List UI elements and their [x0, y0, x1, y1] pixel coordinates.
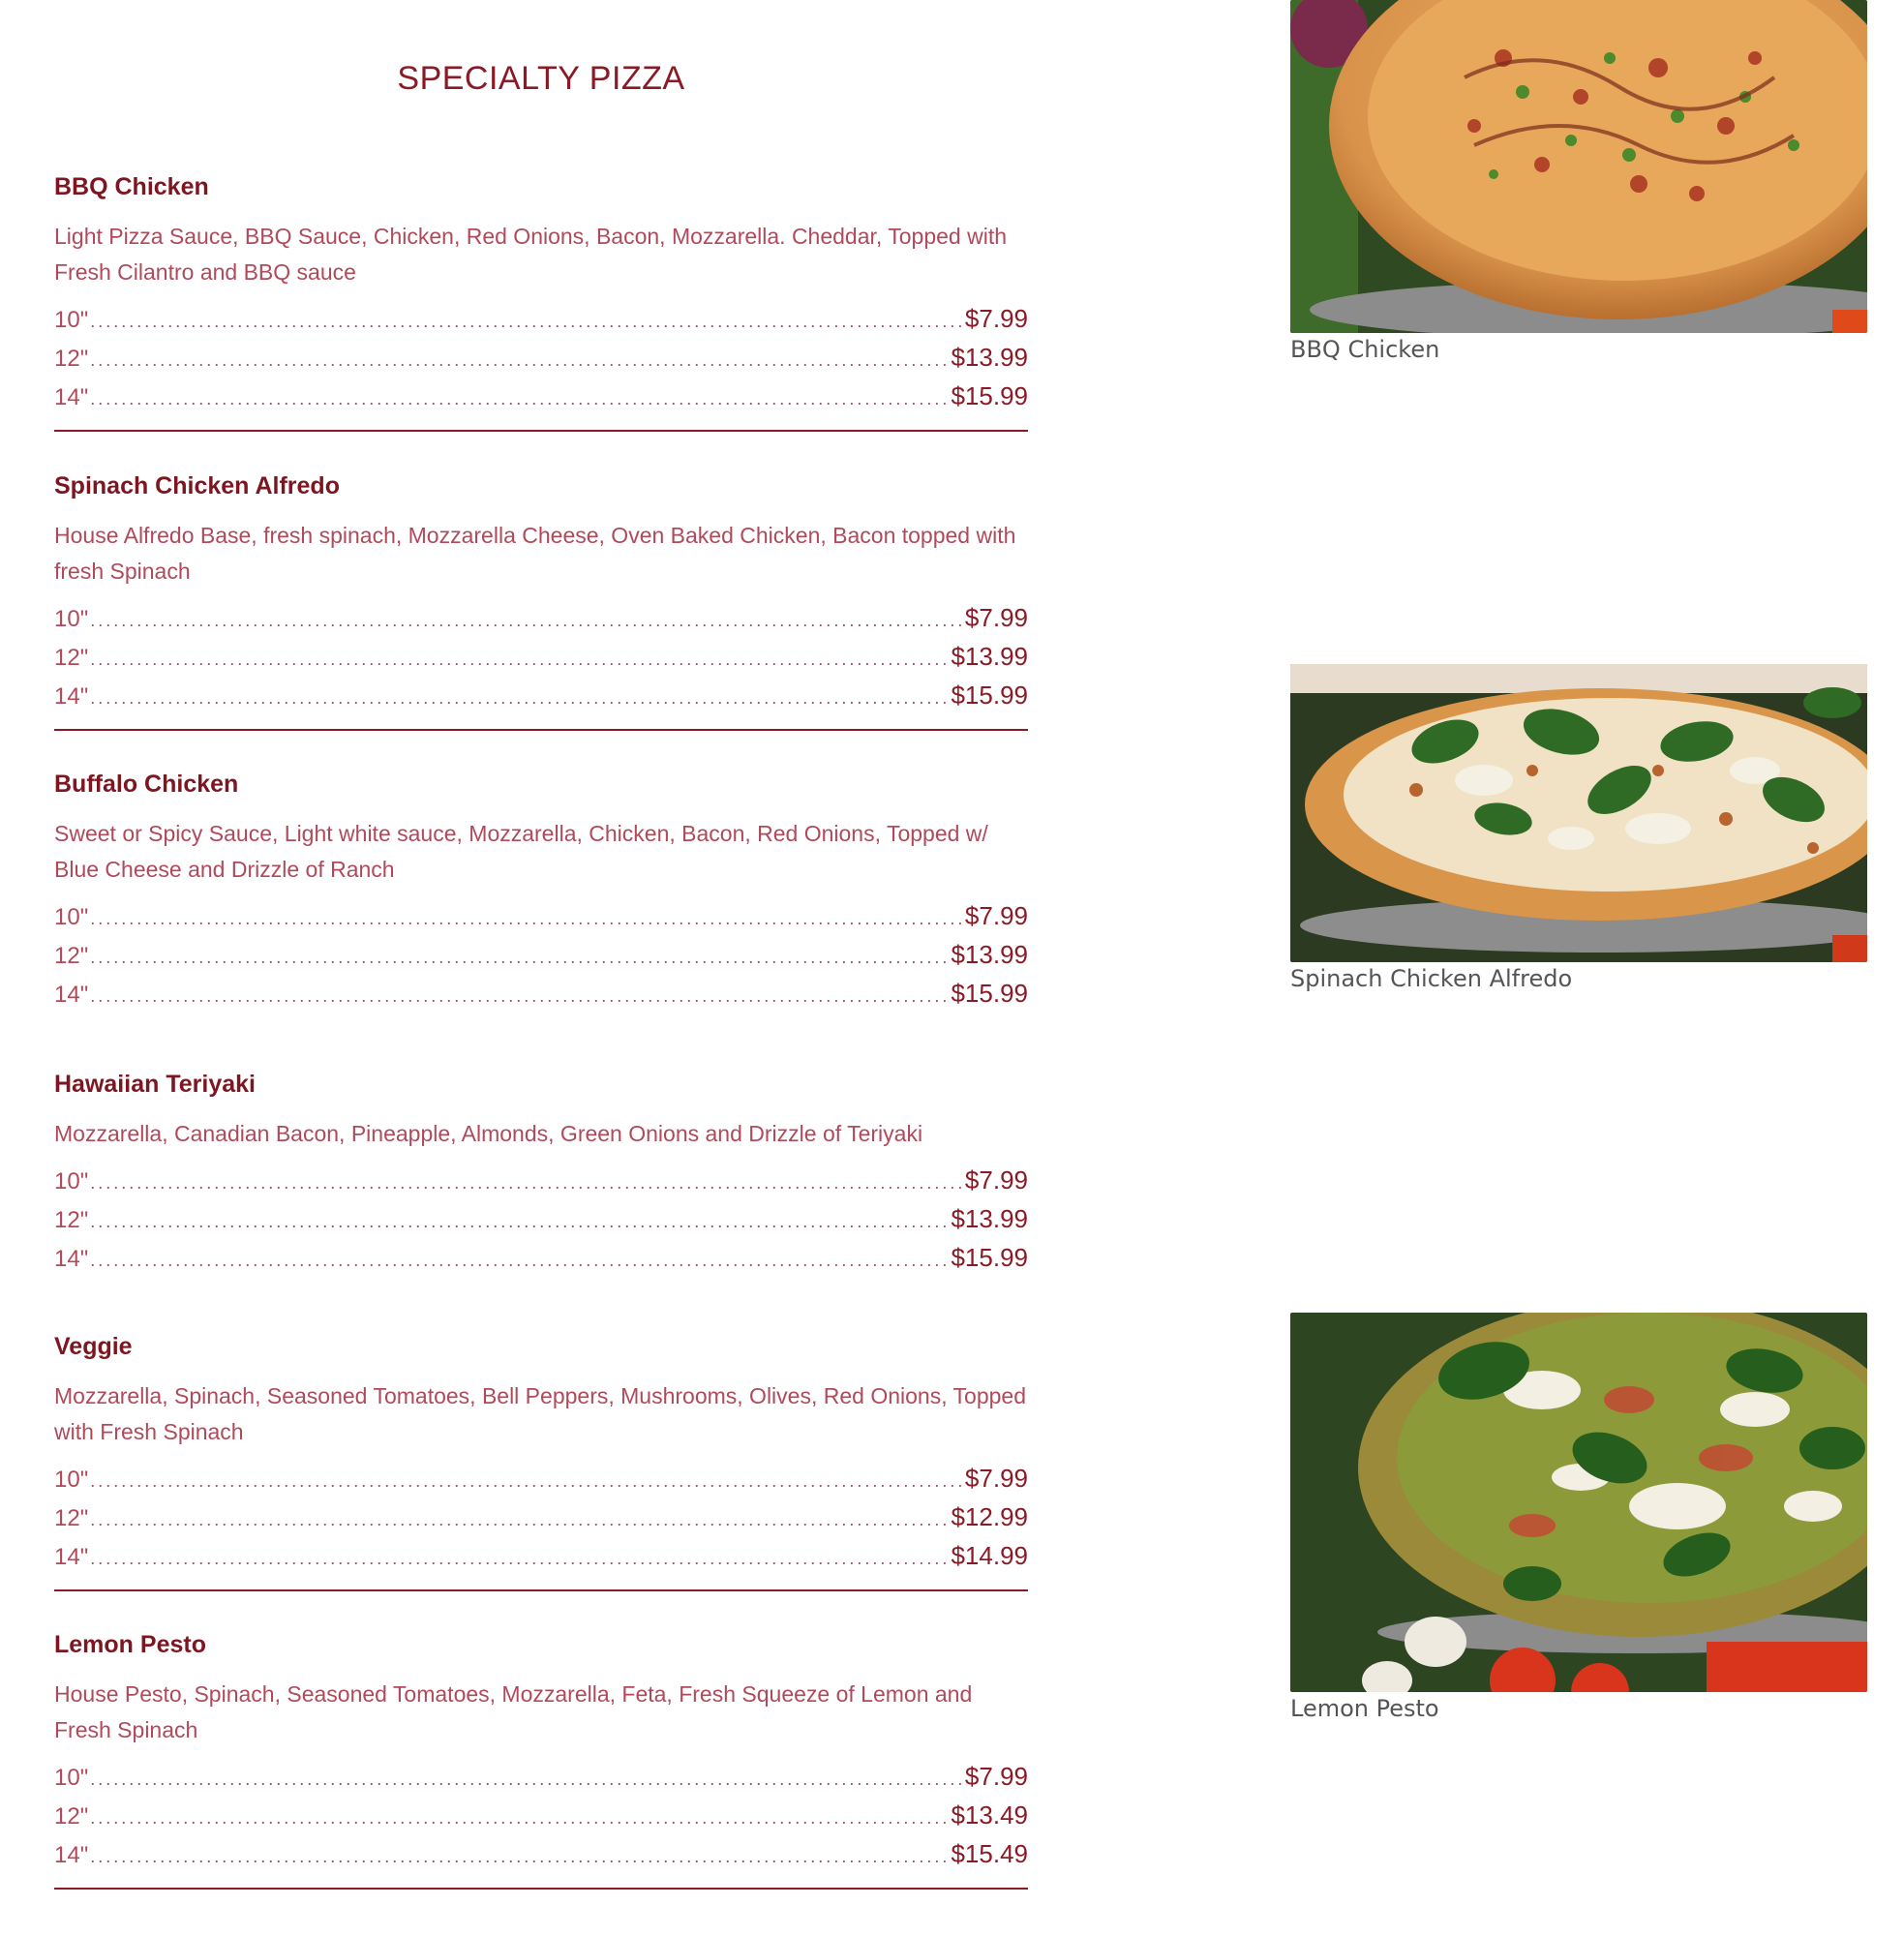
price-value: $7.99	[964, 1762, 1028, 1791]
item-description: Sweet or Spicy Sauce, Light white sauce, Mozzarella, Chicken, Bacon, Red Onions, Topped w/ Blue Cheese and Drizzle of Ranch	[54, 821, 988, 882]
spinach-alfredo-pizza-photo-icon	[1290, 664, 1867, 962]
dot-leader	[90, 909, 963, 929]
price-value: $13.99	[951, 1204, 1028, 1233]
section-title: SPECIALTY PIZZA	[397, 60, 685, 97]
photo-bbq-chicken	[1290, 0, 1867, 363]
size-label: 14"	[54, 1246, 89, 1272]
price-list	[54, 304, 1028, 420]
dot-leader	[90, 611, 963, 631]
item-divider	[54, 729, 1028, 731]
price-row	[54, 642, 1028, 681]
price-list	[54, 1464, 1028, 1580]
price-value: $13.99	[951, 343, 1028, 372]
size-label: 10"	[54, 307, 89, 333]
price-value: $15.99	[951, 681, 1028, 710]
size-label: 14"	[54, 384, 89, 410]
price-row	[54, 381, 1028, 420]
dot-leader	[90, 1471, 963, 1492]
price-value: $15.99	[951, 1243, 1028, 1272]
size-label: 10"	[54, 904, 89, 930]
item-description: Mozzarella, Canadian Bacon, Pineapple, Almonds, Green Onions and Drizzle of Teriyaki	[54, 1121, 923, 1146]
dot-leader	[90, 1808, 949, 1829]
price-value: $14.99	[951, 1541, 1028, 1570]
dot-leader	[90, 1549, 949, 1569]
lemon-pesto-pizza-photo-icon	[1290, 1313, 1867, 1692]
price-value: $15.99	[951, 381, 1028, 410]
dot-leader	[90, 688, 949, 709]
price-row	[54, 681, 1028, 719]
item-name: Spinach Chicken Alfredo	[54, 472, 340, 499]
size-label: 14"	[54, 1842, 89, 1868]
menu-item-lemon-pesto	[54, 1630, 1028, 1890]
item-description: Light Pizza Sauce, BBQ Sauce, Chicken, Red Onions, Bacon, Mozzarella. Cheddar, Topped with Fresh Cilantro and BBQ sauce	[54, 224, 1008, 285]
price-row	[54, 1502, 1028, 1541]
item-description: House Alfredo Base, fresh spinach, Mozzarella Cheese, Oven Baked Chicken, Bacon topped with fresh Spinach	[54, 523, 1016, 584]
size-label: 12"	[54, 645, 89, 671]
price-value: $12.99	[951, 1502, 1028, 1531]
size-label: 10"	[54, 1467, 89, 1493]
price-row	[54, 901, 1028, 940]
price-value: $13.49	[951, 1800, 1028, 1830]
photo-spinach-chicken-alfredo	[1290, 664, 1867, 992]
menu-item-spinach-chicken-alfredo	[54, 471, 1028, 731]
dot-leader	[90, 350, 949, 371]
bbq-chicken-pizza-photo-icon	[1290, 0, 1867, 333]
price-row	[54, 979, 1028, 1017]
dot-leader	[90, 948, 949, 968]
dot-leader	[90, 1173, 963, 1194]
price-value: $13.99	[951, 940, 1028, 969]
dot-leader	[90, 650, 949, 670]
menu-item-hawaiian-teriyaki	[54, 1070, 1028, 1282]
dot-leader	[90, 389, 949, 409]
price-value: $13.99	[951, 642, 1028, 671]
price-value: $7.99	[964, 901, 1028, 930]
price-row	[54, 1243, 1028, 1282]
price-row	[54, 304, 1028, 343]
price-row	[54, 1464, 1028, 1502]
size-label: 12"	[54, 1803, 89, 1830]
item-divider	[54, 1888, 1028, 1890]
item-name: Lemon Pesto	[54, 1631, 206, 1658]
menu-item-veggie	[54, 1332, 1028, 1591]
menu-item-bbq-chicken	[54, 172, 1028, 432]
price-row	[54, 1204, 1028, 1243]
size-label: 12"	[54, 1207, 89, 1233]
item-divider	[54, 1589, 1028, 1591]
price-row	[54, 343, 1028, 381]
item-name: Hawaiian Teriyaki	[54, 1071, 256, 1098]
photo-caption: BBQ Chicken	[1290, 336, 1440, 363]
price-value: $15.49	[951, 1839, 1028, 1868]
size-label: 10"	[54, 606, 89, 632]
size-label: 12"	[54, 943, 89, 969]
dot-leader	[90, 312, 963, 332]
price-row	[54, 603, 1028, 642]
price-row	[54, 1762, 1028, 1800]
price-value: $7.99	[964, 603, 1028, 632]
menu-item-buffalo-chicken	[54, 770, 1028, 1017]
photo-caption: Lemon Pesto	[1290, 1695, 1439, 1722]
size-label: 12"	[54, 346, 89, 372]
item-name: BBQ Chicken	[54, 173, 209, 200]
size-label: 14"	[54, 982, 89, 1008]
dot-leader	[90, 986, 949, 1007]
item-description: House Pesto, Spinach, Seasoned Tomatoes, Mozzarella, Feta, Fresh Squeeze of Lemon and Fresh Spinach	[54, 1681, 973, 1742]
price-row	[54, 940, 1028, 979]
item-name: Veggie	[54, 1333, 133, 1360]
size-label: 10"	[54, 1168, 89, 1195]
size-label: 10"	[54, 1765, 89, 1791]
price-row	[54, 1165, 1028, 1204]
dot-leader	[90, 1847, 949, 1867]
size-label: 12"	[54, 1505, 89, 1531]
dot-leader	[90, 1212, 949, 1232]
price-value: $7.99	[964, 1464, 1028, 1493]
price-list	[54, 901, 1028, 1017]
price-value: $15.99	[951, 979, 1028, 1008]
dot-leader	[90, 1770, 963, 1790]
price-value: $7.99	[964, 1165, 1028, 1195]
dot-leader	[90, 1510, 949, 1530]
dot-leader	[90, 1251, 949, 1271]
photo-caption: Spinach Chicken Alfredo	[1290, 965, 1573, 992]
price-list	[54, 603, 1028, 719]
price-row	[54, 1541, 1028, 1580]
price-list	[54, 1165, 1028, 1282]
price-value: $7.99	[964, 304, 1028, 333]
item-name: Buffalo Chicken	[54, 771, 239, 798]
size-label: 14"	[54, 1544, 89, 1570]
photo-lemon-pesto	[1290, 1313, 1867, 1722]
price-row	[54, 1800, 1028, 1839]
item-divider	[54, 430, 1028, 432]
price-list	[54, 1762, 1028, 1878]
price-row	[54, 1839, 1028, 1878]
item-description: Mozzarella, Spinach, Seasoned Tomatoes, Bell Peppers, Mushrooms, Olives, Red Onions, Topped with Fresh Spinach	[54, 1383, 1027, 1444]
size-label: 14"	[54, 683, 89, 710]
